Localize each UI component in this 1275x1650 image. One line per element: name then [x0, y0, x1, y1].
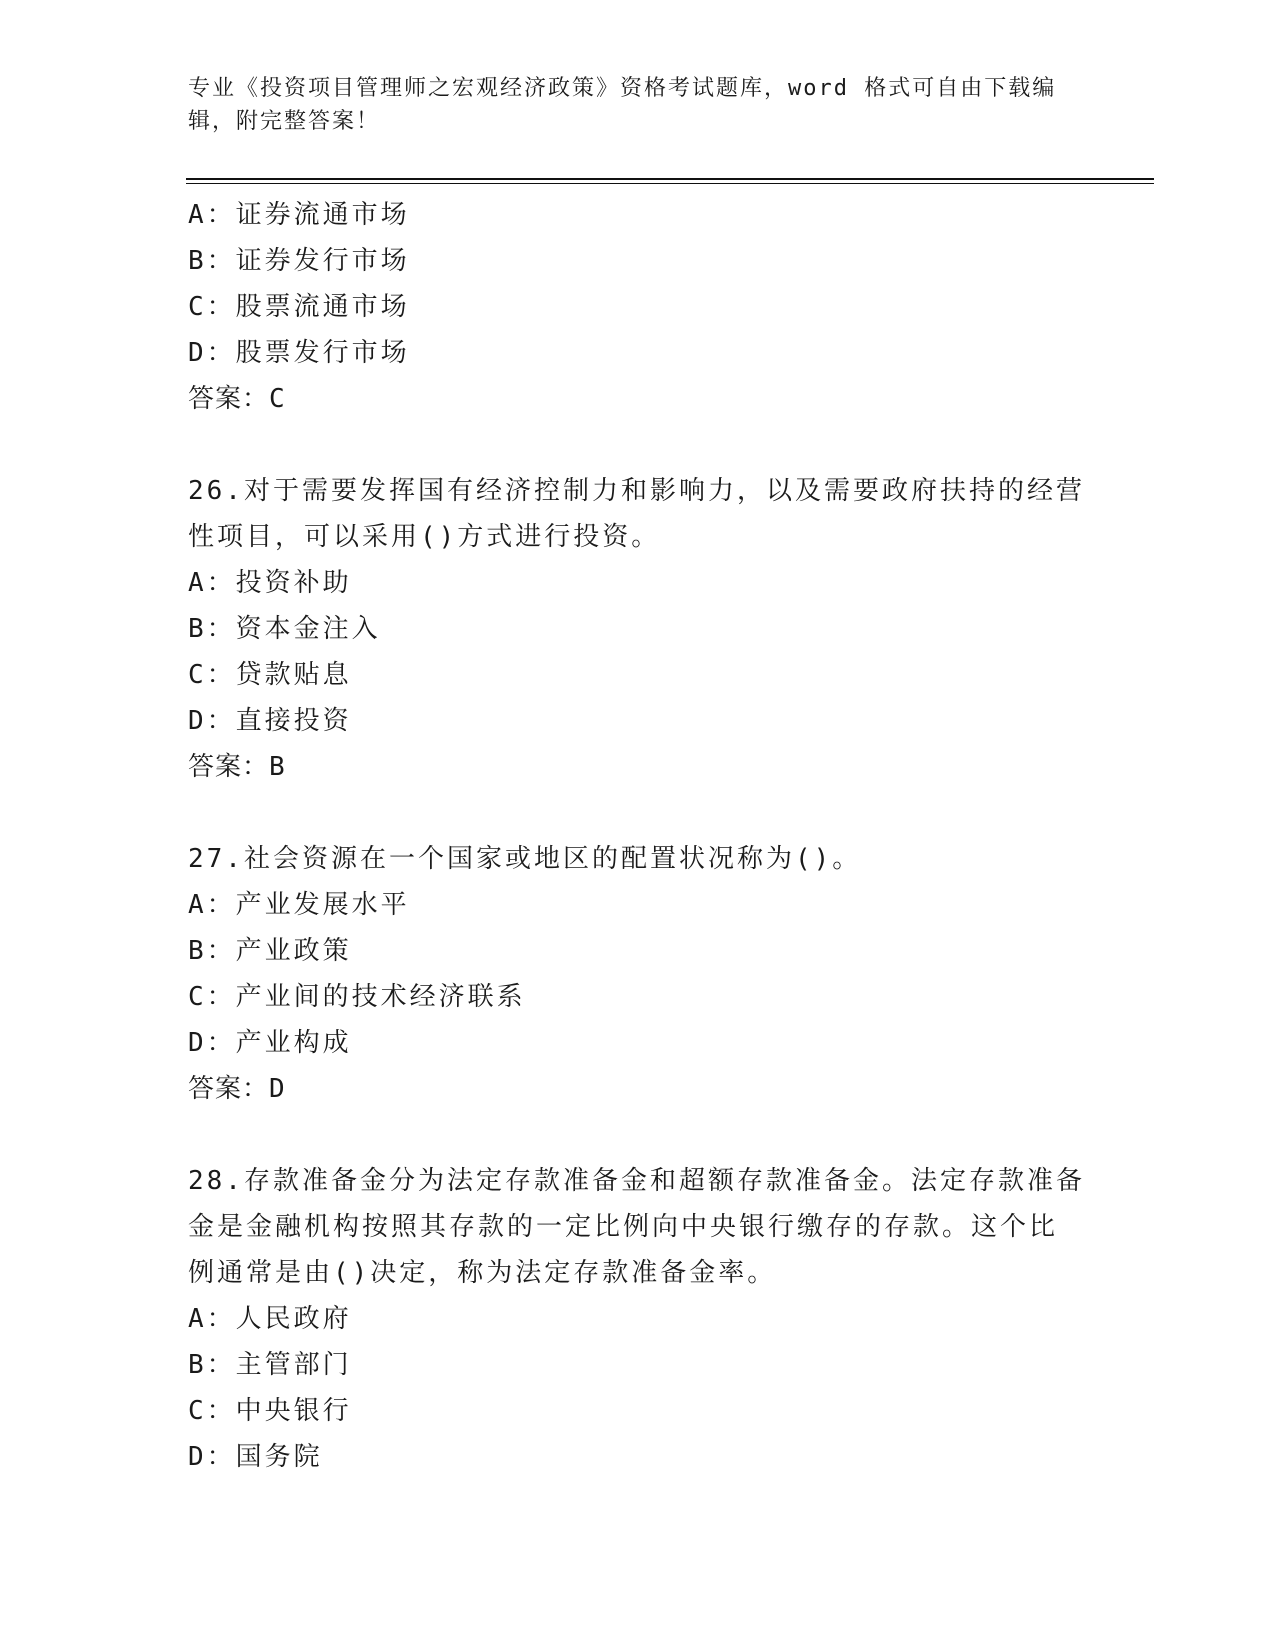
spacer [188, 790, 1088, 836]
option-b: B：主管部门 [188, 1350, 352, 1380]
answer-line [188, 376, 1088, 422]
question-26 [188, 468, 1088, 790]
question-list [188, 192, 1088, 1480]
header-line-1: 专业《投资项目管理师之宏观经济政策》资格考试题库，word 格式可自由下载编 [188, 76, 1057, 101]
question-27 [188, 836, 1088, 1112]
answer-value: C [269, 384, 288, 414]
question-text-line-1: 28.存款准备金分为法定存款准备金和超额存款准备金。法定存款准备 [188, 1166, 1085, 1196]
option-b: B：证券发行市场 [188, 246, 410, 276]
question-text-line-2: 性项目，可以采用()方式进行投资。 [188, 522, 661, 552]
answer-value: D [269, 1074, 288, 1104]
option-a: A：证券流通市场 [188, 200, 410, 230]
answer-line [188, 744, 1088, 790]
header-line-2: 辑，附完整答案！ [188, 109, 381, 134]
header-divider-thin [186, 183, 1154, 184]
option-b: B：资本金注入 [188, 614, 381, 644]
option-b: B：产业政策 [188, 936, 352, 966]
answer-value: B [269, 752, 288, 782]
answer-label: 答案： [188, 752, 270, 782]
spacer [188, 422, 1088, 468]
question-28 [188, 1158, 1088, 1480]
option-d: D：产业构成 [188, 1028, 352, 1058]
answer-line [188, 1066, 1088, 1112]
option-d: D：国务院 [188, 1442, 323, 1472]
option-c: C：产业间的技术经济联系 [188, 982, 526, 1012]
option-d: D：直接投资 [188, 706, 352, 736]
option-d: D：股票发行市场 [188, 338, 410, 368]
option-c: C：股票流通市场 [188, 292, 410, 322]
option-a: A：人民政府 [188, 1304, 352, 1334]
page-header [188, 72, 1088, 138]
question-25-continued [188, 192, 1088, 422]
option-c: C：贷款贴息 [188, 660, 352, 690]
spacer [188, 1112, 1088, 1158]
option-a: A：投资补助 [188, 568, 352, 598]
answer-label: 答案： [188, 1074, 270, 1104]
question-text-line-1: 26.对于需要发挥国有经济控制力和影响力，以及需要政府扶持的经营 [188, 476, 1085, 506]
header-divider-thick [186, 178, 1154, 180]
question-text-line-1: 27.社会资源在一个国家或地区的配置状况称为()。 [188, 844, 862, 874]
question-text-line-2: 金是金融机构按照其存款的一定比例向中央银行缴存的存款。这个比 [188, 1212, 1059, 1242]
question-text-line-3: 例通常是由()决定，称为法定存款准备金率。 [188, 1258, 777, 1288]
answer-label: 答案： [188, 384, 270, 414]
option-a: A：产业发展水平 [188, 890, 410, 920]
option-c: C：中央银行 [188, 1396, 352, 1426]
